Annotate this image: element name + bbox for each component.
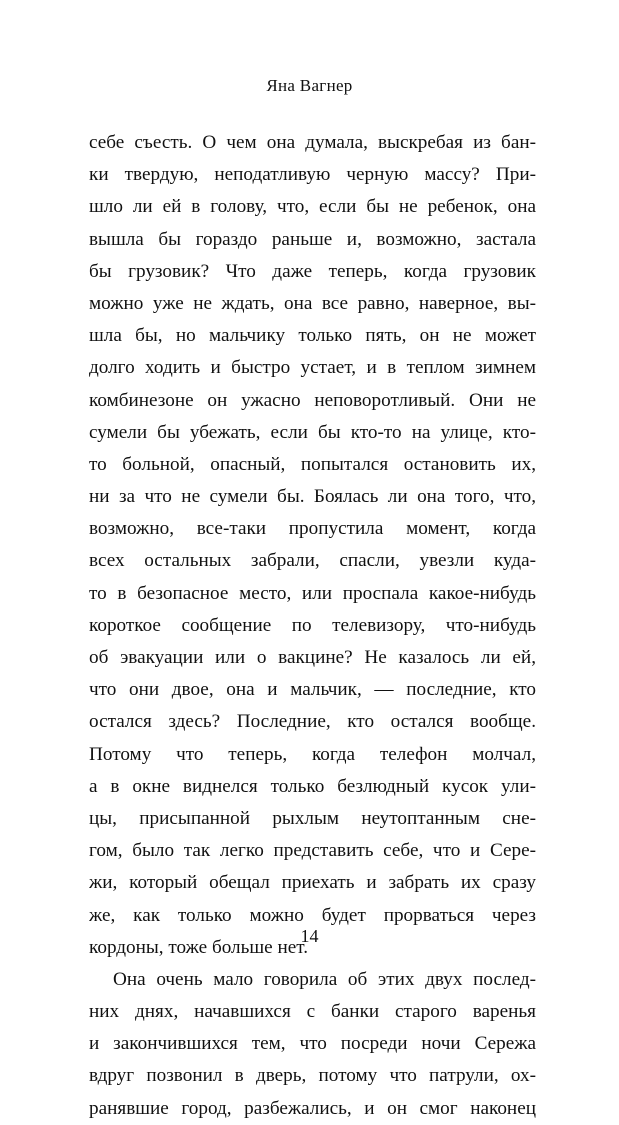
text-line: гом, было так легко представить себе, что и Сере- <box>89 840 536 862</box>
text-line: ки твердую, неподатливую черную массу? При- <box>89 164 536 186</box>
text-line: бы грузовик? Что даже теперь, когда грузовик <box>89 260 536 282</box>
body-text <box>89 127 536 1125</box>
text-line: Потому что теперь, когда телефон молчал, <box>89 743 536 765</box>
text-line: сумели бы убежать, если бы кто-то на улице, кто- <box>89 421 536 443</box>
text-line: же, как только можно будет прорваться через <box>89 904 536 926</box>
text-line: вышла бы гораздо раньше и, возможно, застала <box>89 228 536 250</box>
text-line: себе съесть. О чем она думала, выскребая из бан- <box>89 132 536 153</box>
text-line: комбинезоне он ужасно неповоротливый. Они не <box>89 389 536 411</box>
text-line: остался здесь? Последние, кто остался вообще. <box>89 711 536 733</box>
running-header-author: Яна Вагнер <box>266 76 353 95</box>
text-line: то в безопасное место, или проспала какое-нибудь <box>89 582 536 604</box>
page-number: 14 <box>300 926 319 946</box>
text-line: них днях, начавшихся с банки старого варенья <box>89 1001 536 1023</box>
text-line: и закончившихся тем, что посреди ночи Сережа <box>89 1033 536 1055</box>
text-line: короткое сообщение по телевизору, что-нибудь <box>89 614 536 636</box>
text-line: можно уже не ждать, она все равно, наверное, вы- <box>89 292 536 314</box>
text-line: а в окне виднелся только безлюдный кусок ули- <box>89 775 536 797</box>
text-line: вдруг позвонил в дверь, потому что патрули, ох- <box>89 1065 536 1087</box>
text-line: об эвакуации или о вакцине? Не казалось ли ей, <box>89 647 536 668</box>
text-line: шла бы, но мальчику только пять, он не может <box>89 325 536 347</box>
text-line: жи, который обещал приехать и забрать их сразу <box>89 872 536 894</box>
text-line: шло ли ей в голову, что, если бы не ребенок, она <box>89 196 536 218</box>
text-line: цы, присыпанной рыхлым неутоптанным сне- <box>89 807 536 829</box>
text-line: ни за что не сумели бы. Боялась ли она того, что, <box>89 486 536 508</box>
text-line: долго ходить и быстро устает, и в теплом зимнем <box>89 357 536 379</box>
text-line: что они двое, она и мальчик, — последние, кто <box>89 679 536 701</box>
text-line: то больной, опасный, попытался остановить их, <box>89 453 536 475</box>
text-line-paragraph-end: кордоны, тоже больше нет. <box>89 936 308 958</box>
text-line: возможно, все-таки пропустила момент, когда <box>89 518 536 540</box>
text-line: ранявшие город, разбежались, и он смог наконец <box>89 1097 536 1119</box>
text-line-paragraph-start: Она очень мало говорила об этих двух послед- <box>113 968 536 990</box>
text-line: всех остальных забрали, спасли, увезли куда- <box>89 550 536 572</box>
